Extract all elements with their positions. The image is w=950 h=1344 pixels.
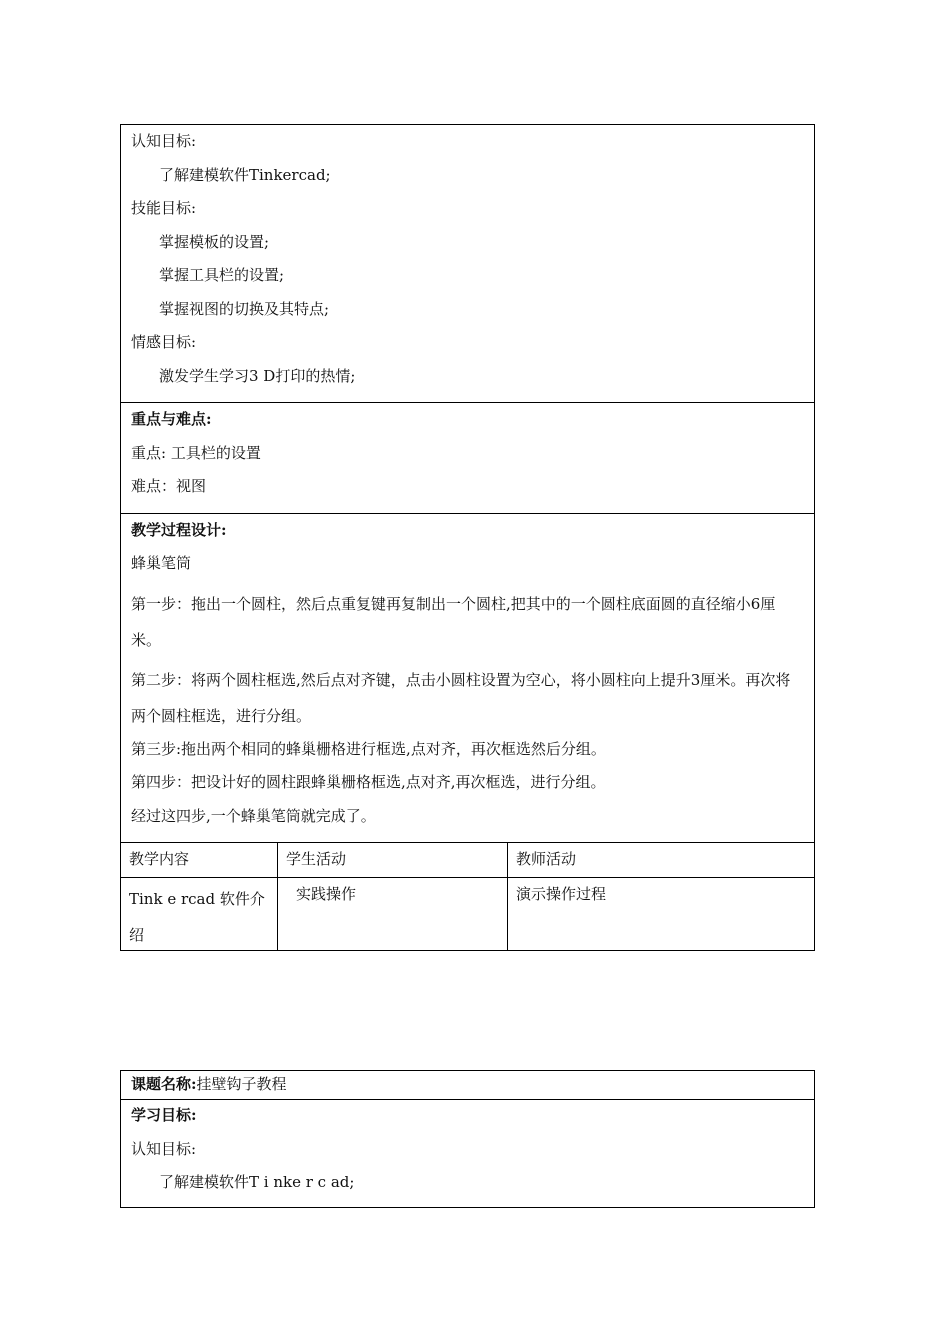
step-3: 第三步:拖出两个相同的蜂巢栅格进行框选,点对齐，再次框选然后分组。 — [131, 739, 606, 758]
process-heading: 教学过程设计: — [131, 520, 227, 539]
skill-item: 掌握视图的切换及其特点; — [159, 299, 330, 318]
cell-teacher-activity: 演示操作过程 — [516, 885, 607, 903]
step-2: 第二步：将两个圆柱框选,然后点对齐键，点击小圆柱设置为空心，将小圆柱向上提升3厘米。再次将两个圆柱框选，进行分组。 — [131, 670, 791, 725]
process-section — [121, 514, 814, 844]
column-header-content: 教学内容 — [121, 843, 278, 877]
step-4: 第四步：把设计好的圆柱跟蜂巢栅格框选,点对齐,再次框选，进行分组。 — [131, 773, 606, 791]
skill-heading: 技能目标: — [131, 199, 197, 217]
activity-table-header — [121, 843, 814, 878]
process-conclusion: 经过这四步,一个蜂巢笔筒就完成了。 — [131, 806, 376, 825]
skill-item: 掌握模板的设置; — [159, 232, 270, 251]
cognitive-item: 了解建模软件T i nke r c ad; — [159, 1173, 355, 1191]
course-title-row — [121, 1071, 814, 1100]
cognitive-heading: 认知目标: — [131, 132, 197, 150]
column-header-teacher: 教师活动 — [516, 850, 577, 868]
skill-item: 掌握工具栏的设置; — [159, 266, 285, 284]
lesson-table-1 — [120, 124, 815, 951]
step-1: 第一步：拖出一个圆柱，然后点重复键再复制出一个圆柱,把其中的一个圆柱底面圆的直径缩小6厘米。 — [131, 594, 776, 649]
cognitive-heading: 认知目标: — [131, 1139, 197, 1158]
course-title-label: 课题名称: — [131, 1075, 197, 1093]
column-header-student: 学生活动 — [278, 843, 508, 877]
table-row — [121, 878, 814, 950]
cell-student-activity: 实践操作 — [278, 878, 508, 950]
cell-content: Tink e rcad 软件介绍 — [121, 878, 278, 950]
emotion-heading: 情感目标: — [131, 333, 197, 351]
goals-heading: 学习目标: — [131, 1106, 197, 1124]
keypoints-heading: 重点与难点: — [131, 410, 212, 428]
goals-section — [121, 1100, 814, 1207]
keypoints-section — [121, 403, 814, 514]
cognitive-item: 了解建模软件Tinkercad; — [159, 165, 331, 184]
lesson-table-2 — [120, 1070, 815, 1208]
key-point: 重点: 工具栏的设置 — [131, 443, 261, 462]
emotion-item: 激发学生学习3 D打印的热情; — [159, 366, 356, 385]
objectives-section — [121, 125, 814, 403]
course-title-value: 挂壁钩子教程 — [196, 1075, 287, 1093]
difficulty-point: 难点：视图 — [131, 477, 207, 495]
project-name: 蜂巢笔筒 — [131, 554, 192, 572]
